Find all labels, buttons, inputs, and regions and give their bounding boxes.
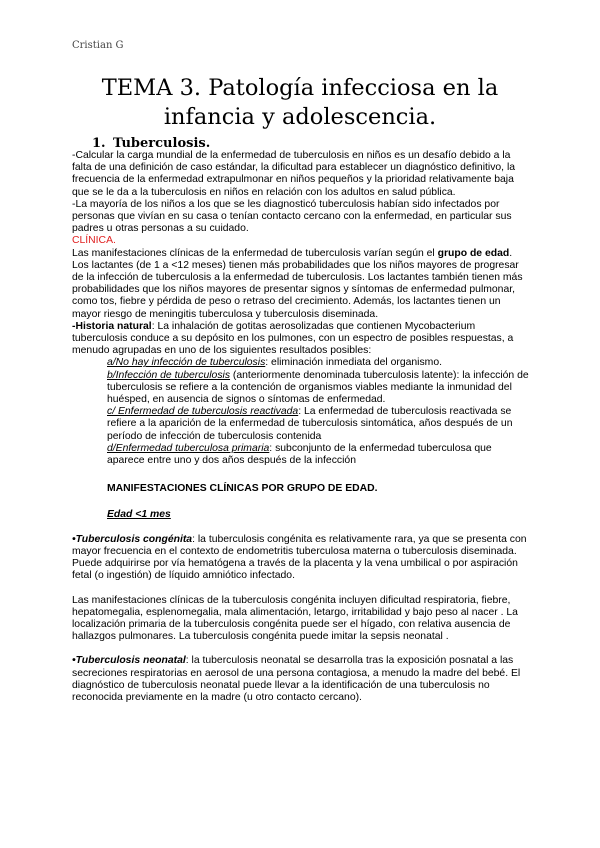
congenita-text: : la tuberculosis congénita es relativamente rara, ya que se presenta con mayor frecuencia en el contexto de endometritis tuberculosa materna o tuberculosis diseminada. Puede adquirirse por vía hematógena a través de la placenta y la vena umbilical o por aspiración fetal (o ingestión) de líquido amniótico infectado.	[72, 533, 527, 582]
page-title	[60, 74, 540, 132]
outcome-text: (anteriormente denominada tuberculosis latente): la infección de tuberculosis se refiere a la contención de organismos viables mediante la inmunidad del huésped, en ausencia de signos o síntomas de enfermedad.	[107, 369, 529, 406]
document-body	[72, 150, 530, 704]
neonatal-text: : la tuberculosis neonatal se desarrolla tras la exposición posnatal a las secreciones respiratorias en aerosol de una persona contagiosa, a menudo la madre del bebé. El diagnóstico de tuberculosis neonatal puede llevar a la identificación de una tuberculosis no reconocida previamente en la madre (u otro contacto cercano).	[72, 655, 521, 703]
section-number: 1.	[92, 136, 106, 151]
section-title: Tuberculosis.	[113, 136, 211, 151]
age-group-heading: Edad <1 mes	[107, 509, 171, 521]
neonatal-paragraph	[72, 655, 530, 704]
title-line-2: infancia y adolescencia.	[163, 104, 437, 130]
manifestaciones-heading: MANIFESTACIONES CLÍNICAS POR GRUPO DE EDAD.	[107, 483, 378, 495]
neonatal-label: •Tuberculosis neonatal	[72, 655, 186, 667]
outcome-item	[107, 357, 530, 369]
outcome-text: : La enfermedad de tuberculosis reactivada se refiere a la aparición de la enfermedad de tuberculosis sintomática, años después de un período de infección de tuberculosis contenida	[107, 406, 513, 442]
author-name: Cristian G	[72, 40, 124, 51]
section-heading	[92, 136, 210, 151]
clinica-paragraph	[72, 248, 530, 321]
congenita-manifestations-paragraph: Las manifestaciones clínicas de la tuberculosis congénita incluyen dificultad respiratoria, fiebre, hepatomegalia, esplenomegalia, mala alimentación, letargo, irritabilidad y bajo peso al nacer . La localización primaria de la tuberculosis congénita puede ser el hígado, con relativa ausencia de hallazgos pulmonares. La tuberculosis congénita puede imitar la sepsis neonatal .	[72, 594, 518, 643]
clinica-text-bold: grupo de edad	[437, 247, 510, 259]
congenita-paragraph	[72, 534, 530, 583]
outcome-item	[107, 370, 530, 407]
congenita-label: •Tuberculosis congénita	[72, 533, 193, 545]
outcome-label: a/No hay infección de tuberculosis	[107, 357, 266, 369]
clinica-heading: CLÍNICA.	[72, 235, 116, 247]
outcome-item	[107, 406, 530, 443]
historia-natural-paragraph	[72, 321, 530, 358]
outcome-label: b/Infección de tuberculosis	[107, 369, 231, 381]
clinica-text-post: . Los lactantes (de 1 a <12 meses) tienen más probabilidades que los niños mayores de progresar de la infección de tuberculosis a la enfermedad de tuberculosis. Los lactantes también tienen más probabilidades que los niños mayores de presentar signos y síntomas de enfermedad pulmonar, como tos, fiebre y pérdida de peso o retraso del crecimiento. Además, los lactantes tienen un mayor riesgo de meningitis tuberculosa y tuberculosis diseminada.	[72, 247, 523, 320]
historia-natural-label: -Historia natural	[72, 320, 152, 332]
title-line-1: TEMA 3. Patología infecciosa en la	[101, 75, 499, 101]
outcome-label: c/ Enfermedad de tuberculosis reactivada	[107, 406, 299, 418]
outcome-item	[107, 443, 530, 467]
clinica-text-pre: Las manifestaciones clínicas de la enfermedad de tuberculosis varían según el	[72, 247, 438, 259]
outcome-text: : eliminación inmediata del organismo.	[265, 357, 442, 369]
outcome-text: : subconjunto de la enfermedad tuberculosa que aparece entre uno y dos años después de la infección	[107, 442, 492, 467]
outcome-list	[72, 357, 530, 467]
intro-paragraph-1: -Calcular la carga mundial de la enfermedad de tuberculosis en niños es un desafío debido a la falta de una definición de caso estándar, la dificultad para establecer un diagnóstico definitivo, la frecuencia de la enfermedad extrapulmonar en niños pequeños y la prioridad relativamente baja que se le da a la tuberculosis en niños en relación con los adultos en salud pública.	[72, 150, 516, 198]
outcome-label: d/Enfermedad tuberculosa primaria	[107, 442, 270, 454]
historia-natural-text: : La inhalación de gotitas aerosolizadas que contienen Mycobacterium tuberculosis conduce a su depósito en los pulmones, con un espectro de posibles respuestas, a menudo agrupadas en uno de los siguientes resultados posibles:	[72, 320, 514, 357]
intro-paragraph-2: -La mayoría de los niños a los que se les diagnosticó tuberculosis habían sido infectados por personas que vivían en su casa o tenían contacto cercano con la enfermedad, en particular sus padres u otras personas a su cuidado.	[72, 198, 512, 235]
